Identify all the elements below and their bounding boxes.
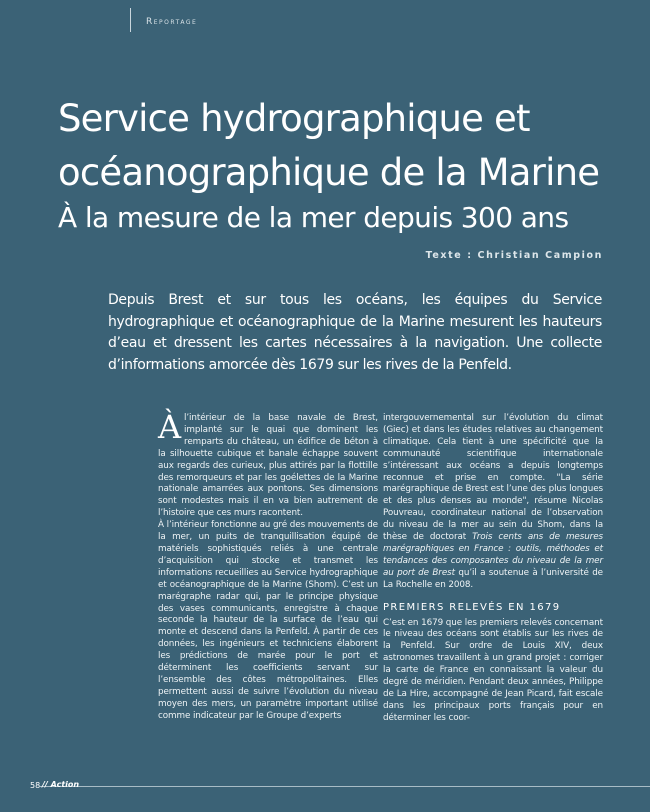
column-2-paragraph-2: C’est en 1679 que les premiers relevés concernant le niveau des océans sont établis sur les rives de la Penfeld. Sur ordre de Louis XIV, deux astronomes travaillent à un grand projet : corriger la carte de France en connaissant la valeur du degré de méridien. Pendant deux années, Philippe de La Hire, accompagné de Jean Picard, fait escale dans les principaux ports français pour en déterminer les coor- bbox=[383, 617, 603, 723]
footer-rule bbox=[40, 786, 650, 787]
page-title: Service hydrographique et océanographique de la Marine bbox=[58, 97, 600, 194]
column-2-paragraph-1-start: intergouvernemental sur l’évolution du climat (Giec) et dans les études relatives au changement climatique. Cela tient à une spécificité que la communauté scientifique internationale s’intéressant aux océans a depuis longtemps reconnue et prise en compte. "La série marégraphique de Brest est l’une des plus longues et des plus denses au monde", résume Nicolas Pouvreau, coordinateur national de l’observation du niveau de la mer au sein du Shom, dans la thèse de doctorat bbox=[383, 413, 603, 543]
page-number: 58 bbox=[30, 781, 41, 790]
article-column-2 bbox=[383, 413, 603, 725]
column-1-paragraph-1 bbox=[158, 408, 378, 520]
rubric-label: Reportage bbox=[146, 17, 198, 27]
byline: Texte : Christian Campion bbox=[425, 250, 603, 261]
column-1-paragraph-2: À l’intérieur fonctionne au gré des mouvements de la mer, un puits de tranquillisation équipé de matériels sophistiqués reliés à une centrale d’acquisition qui stocke et transmet les informations recueillies au Service hydrographique et océanographique de la Marine (Shom). C’est un marégraphe radar qui, par le principe physique des vases communicants, enregistre à chaque seconde la hauteur de la surface de l’eau qui monte et descend dans la Penfeld. À partir de ces données, les ingénieurs et techniciens élaborent les prédictions de marée pour le port et déterminent les coefficients servant sur l’ensemble des côtes métropolitaines. Elles permettent aussi de suivre l’évolution du niveau moyen des mers, un paramètre important utilisé comme indicateur par le Groupe d’experts bbox=[158, 520, 378, 721]
magazine-logo: // Action bbox=[42, 780, 80, 789]
section-heading: PREMIERS RELEVÉS EN 1679 bbox=[383, 601, 561, 613]
column-2-paragraph-1 bbox=[383, 413, 603, 592]
column-2-paragraph-1-end: qu’il a soutenue à l’université de La Rochelle en 2008. bbox=[383, 567, 603, 590]
article-column-1 bbox=[158, 408, 378, 723]
page-subtitle: À la mesure de la mer depuis 300 ans bbox=[58, 201, 569, 234]
column-1-paragraph-1-text: l’intérieur de la base navale de Brest, implanté sur le quai que dominent les remparts du château, un édifice de béton à la silhouette cubique et banale échappe souvent aux regards des curieux, plus attirés par la flottille des remorqueurs et par les goélettes de la Marine nationale amarrées aux pontons. Ses dimensions sont modestes mais il en va bien autrement de l’histoire que ces murs racontent. bbox=[158, 413, 378, 519]
rubric-rule bbox=[130, 8, 131, 32]
lead-paragraph: Depuis Brest et sur tous les océans, les équipes du Service hydrographique et océanographique de la Marine mesurent les hauteurs d’eau et dressent les cartes nécessaires à la navigation. Une collecte d’informations amorcée dès 1679 sur les rives de la Penfeld. bbox=[108, 292, 602, 373]
thesis-title: Trois cents ans de mesures marégraphiques en France : outils, méthodes et tendances des composantes du niveau de la mer au port de Brest bbox=[383, 532, 603, 578]
drop-cap: À bbox=[158, 408, 182, 446]
